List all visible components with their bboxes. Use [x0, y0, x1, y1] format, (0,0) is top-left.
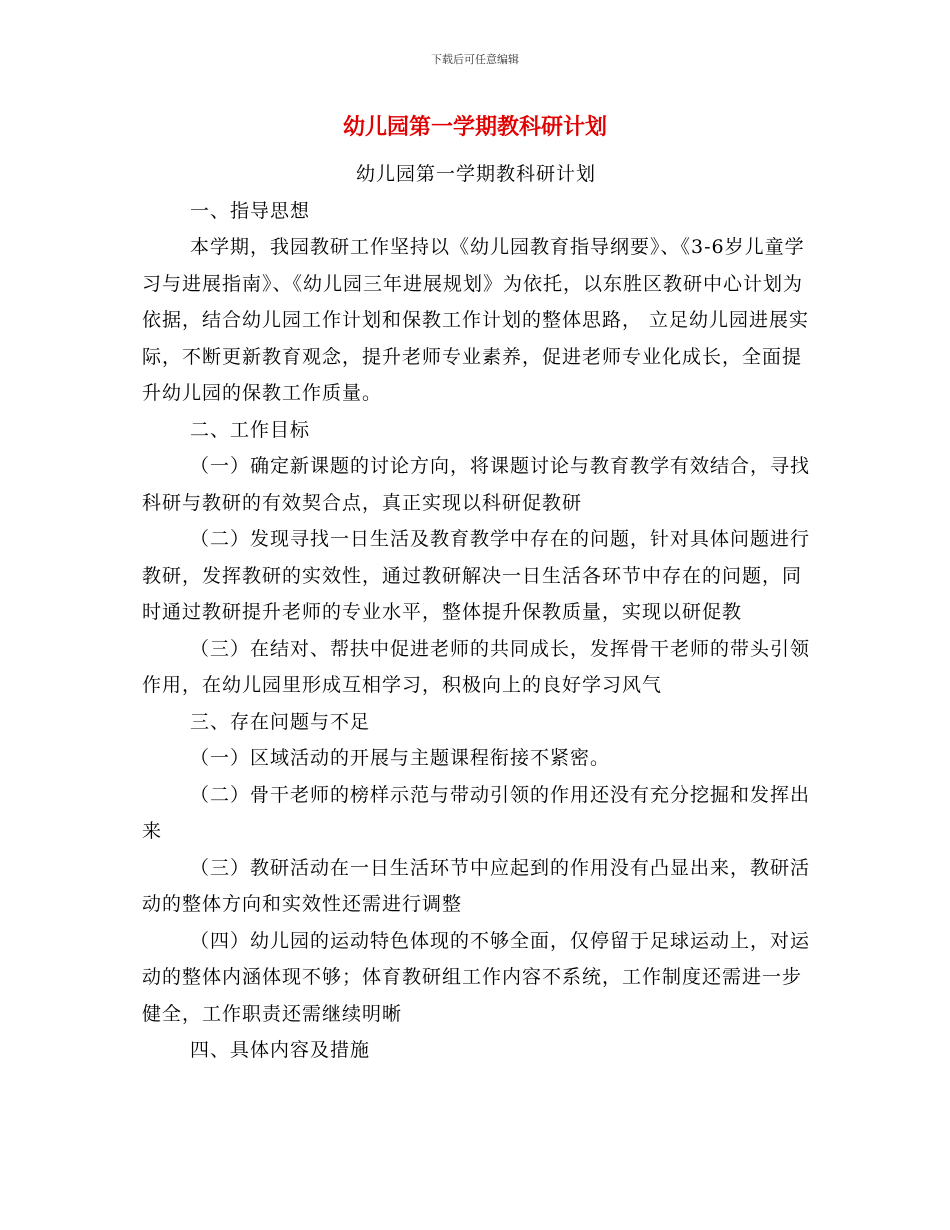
- page-header-note: 下载后可任意编辑: [431, 53, 519, 66]
- paragraph-problem-1: （一）区域活动的开展与主题课程衔接不紧密。: [190, 747, 611, 769]
- paragraph-problem-2: （二）骨干老师的榜样示范与带动引领的作用还没有充分挖掘和发挥出来: [142, 783, 811, 842]
- paragraph-goal-1: （一）确定新课题的讨论方向，将课题讨论与教育教学有效结合，寻找科研与教研的有效契合点，真正实现以科研促教研: [142, 455, 811, 514]
- paragraph-goal-3: （三）在结对、帮扶中促进老师的共同成长，发挥骨干老师的带头引领作用，在幼儿园里形成互相学习，积极向上的良好学习风气: [142, 637, 811, 696]
- paragraph-problem-4: （四）幼儿园的运动特色体现的不够全面，仅停留于足球运动上，对运动的整体内涵体现不够；体育教研组工作内容不系统，工作制度还需进一步健全，工作职责还需继续明晰: [142, 929, 811, 1025]
- section-heading-work-goals: 二、工作目标: [190, 418, 311, 441]
- section-heading-measures: 四、具体内容及措施: [190, 1039, 371, 1061]
- paragraph-goal-2: （二）发现寻找一日生活及教育教学中存在的问题，针对具体问题进行教研，发挥教研的实效性，通过教研解决一日生活各环节中存在的问题，同时通过教研提升老师的专业水平，整体提升保教质量，实现以研促教: [142, 528, 811, 623]
- document-subtitle: 幼儿园第一学期教科研计划: [355, 163, 596, 185]
- section-heading-problems: 三、存在问题与不足: [190, 710, 371, 733]
- document-body: [142, 156, 810, 1069]
- section-heading-guiding-ideology: 一、指导思想: [190, 199, 311, 222]
- paragraph-problem-3: （三）教研活动在一日生活环节中应起到的作用没有凸显出来，教研活动的整体方向和实效性还需进行调整: [142, 856, 811, 915]
- document-title: 幼儿园第一学期教科研计划: [342, 115, 607, 140]
- paragraph-guiding-ideology: 本学期，我园教研工作坚持以《幼儿园教育指导纲要》、《3-6岁儿童学习与进展指南》、《幼儿园三年进展规划》为依托，以东胜区教研中心计划为依据，结合幼儿园工作计划和保教工作计划的整体思路， 立足幼儿园进展实际，不断更新教育观念，提升老师专业素养，促进老师专业化成长，全面提升幼儿园的保教工作质量。: [142, 236, 810, 404]
